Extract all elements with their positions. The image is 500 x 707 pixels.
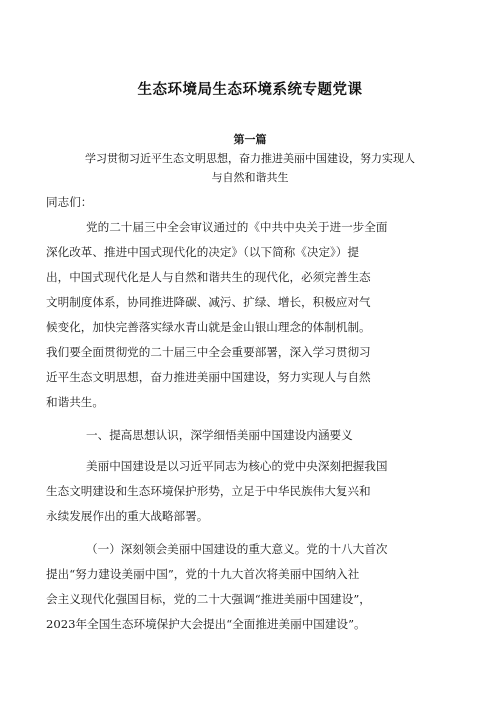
paragraph-line: 和谐共生。	[46, 395, 104, 409]
paragraph-line: 提出“努力建设美丽中国”，党的十九大首次将美丽中国纳入社	[46, 567, 360, 581]
paragraph-line: 2023年全国生态环境保护大会提出“全面推进美丽中国建设”。	[46, 617, 366, 631]
paragraph-line: 永续发展作出的重大战略部署。	[46, 509, 209, 523]
section-heading: 一、提高思想认识，深学细悟美丽中国建设内涵要义	[86, 428, 353, 442]
paragraph-line: 我们要全面贯彻党的二十届三中全会重要部署，深入学习贯彻习	[46, 345, 371, 359]
paragraph-line: 美丽中国建设是以习近平同志为核心的党中央深刻把握我国	[86, 459, 388, 473]
subtitle-line-1: 学习贯彻习近平生态文明思想，奋力推进美丽中国建设，努力实现人	[85, 152, 415, 165]
paragraph-line: 近平生态文明思想，奋力推进美丽中国建设，努力实现人与自然	[46, 370, 371, 384]
paragraph-line: 会主义现代化强国目标，党的二十大强调“推进美丽中国建设”，	[46, 592, 371, 606]
paragraph-line: 候变化，加快完善落实绿水青山就是金山银山理念的体制机制。	[46, 320, 371, 334]
subtitle-line-2: 与自然和谐共生	[211, 171, 289, 184]
paragraph-line: 出，中国式现代化是人与自然和谐共生的现代化，必须完善生态	[46, 270, 371, 284]
paragraph-line: 文明制度体系，协同推进降碳、减污、扩绿、增长，积极应对气	[46, 295, 371, 309]
paragraph-line: （一）深刻领会美丽中国建设的重大意义。党的十八大首次	[86, 542, 388, 556]
paragraph-line: 深化改革、推进中国式现代化的决定》（以下简称《决定》）提	[46, 245, 360, 259]
salutation: 同志们：	[46, 195, 93, 209]
paragraph-line: 党的二十届三中全会审议通过的《中共中央关于进一步全面	[86, 220, 388, 234]
chapter-heading: 第一篇	[233, 133, 267, 146]
paragraph-line: 生态文明建设和生态环境保护形势，立足于中华民族伟大复兴和	[46, 484, 371, 498]
document-title: 生态环境局生态环境系统专题党课	[137, 82, 363, 98]
